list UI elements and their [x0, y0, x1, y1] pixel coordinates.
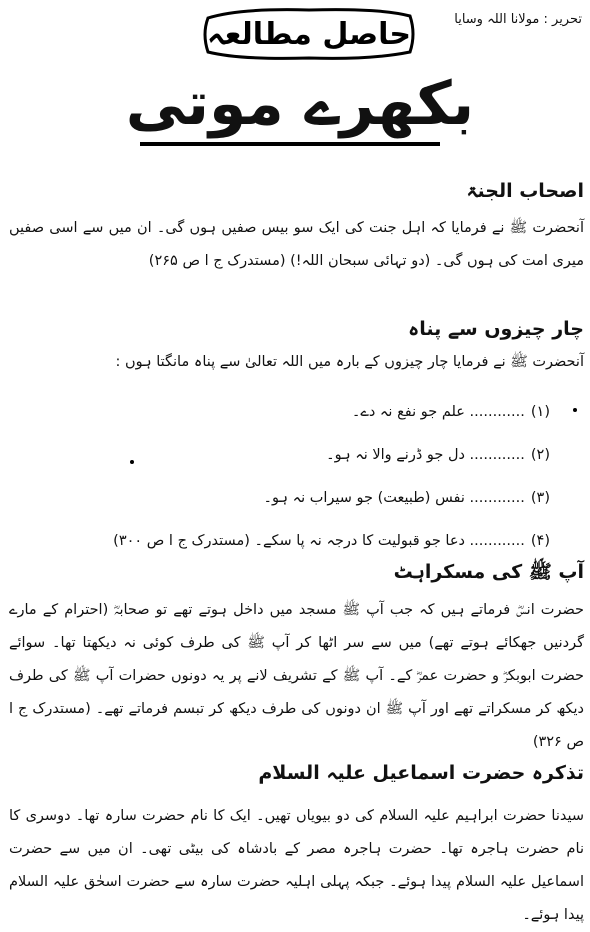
- title-underline: [140, 142, 440, 146]
- list-item: [30, 390, 550, 433]
- list-item: [30, 433, 550, 476]
- list-number: (۴): [530, 532, 550, 549]
- section-paragraph: حضرت انسؓ فرماتے ہیں کہ جب آپ ﷺ مسجد میں داخل ہوتے تھے تو صحابہؓ (احترام کے مارے گردنیں جھکائے ہوتے تھے) میں سے سر اٹھا کر آپ ﷺ کی طرف کوئی نہ دیکھتا تھا۔ سوائے حضرت ابوبکرؓ و حضرت عمرؓ کے۔ آپ ﷺ کے تشریف لانے پر یہ دونوں حضرات آپ ﷺ کی طرف دیکھ کر مسکراتے تھے اور آپ ﷺ ان دونوں کی طرف دیکھ کر تبسم فرماتے تھے۔ (مستدرک ج ا ص ۳۲۶): [9, 602, 584, 750]
- list-text: ............ علم جو نفع نہ دے۔: [351, 403, 525, 420]
- section-heading: اصحاب الجنۃ: [466, 180, 584, 202]
- list-item: [30, 476, 550, 519]
- list-item: [30, 519, 550, 562]
- section-intro: آنحضرت ﷺ نے فرمایا چار چیزوں کے بارہ میں اللہ تعالیٰ سے پناہ مانگتا ہوں :: [115, 354, 584, 370]
- numbered-list: [30, 390, 550, 562]
- list-number: (۱): [530, 403, 550, 420]
- bullet-dot: [573, 408, 577, 412]
- list-text: ............ نفس (طبیعت) جو سیراب نہ ہو۔: [263, 489, 525, 506]
- section-heading: چار چیزوں سے پناہ: [408, 318, 584, 340]
- author-line: تحریر : مولانا اللہ وسایا: [454, 12, 582, 27]
- section-banner: [200, 6, 418, 62]
- section-paragraph: سیدنا حضرت ابراہیم علیہ السلام کی دو بیویاں تھیں۔ ایک کا نام حضرت سارہ تھا۔ دوسری کا نام حضرت ہاجرہ تھا۔ حضرت ہاجرہ مصر کے بادشاہ کی بیٹی تھی۔ ان میں سے حضرت اسماعیل علیہ السلام پیدا ہوئے۔ جبکہ پہلی اہلیہ حضرت سارہ سے حضرت اسحٰق علیہ السلام پیدا ہوئے۔: [9, 808, 584, 923]
- list-text: ............ دل جو ڈرنے والا نہ ہو۔: [326, 446, 525, 463]
- list-text: ............ دعا جو قبولیت کا درجہ نہ پا سکے۔ (مستدرک ج ا ص ۳۰۰): [113, 532, 525, 549]
- list-number: (۳): [530, 489, 550, 506]
- section-heading: تذکرہ حضرت اسماعیل علیہ السلام: [258, 762, 584, 784]
- section-paragraph: آنحضرت ﷺ نے فرمایا کہ اہل جنت کی ایک سو بیس صفیں ہوں گی۔ ان میں سے اسی صفیں میری امت کی ہوں گی۔ (دو تہائی سبحان اللہ!) (مستدرک ج ا ص ۲۶۵): [9, 220, 584, 269]
- page-title: بکھرے موتی: [125, 69, 475, 139]
- banner-title: حاصل مطالعہ: [207, 16, 411, 52]
- list-number: (۲): [530, 446, 550, 463]
- section-heading: آپ ﷺ کی مسکراہٹ: [393, 561, 584, 583]
